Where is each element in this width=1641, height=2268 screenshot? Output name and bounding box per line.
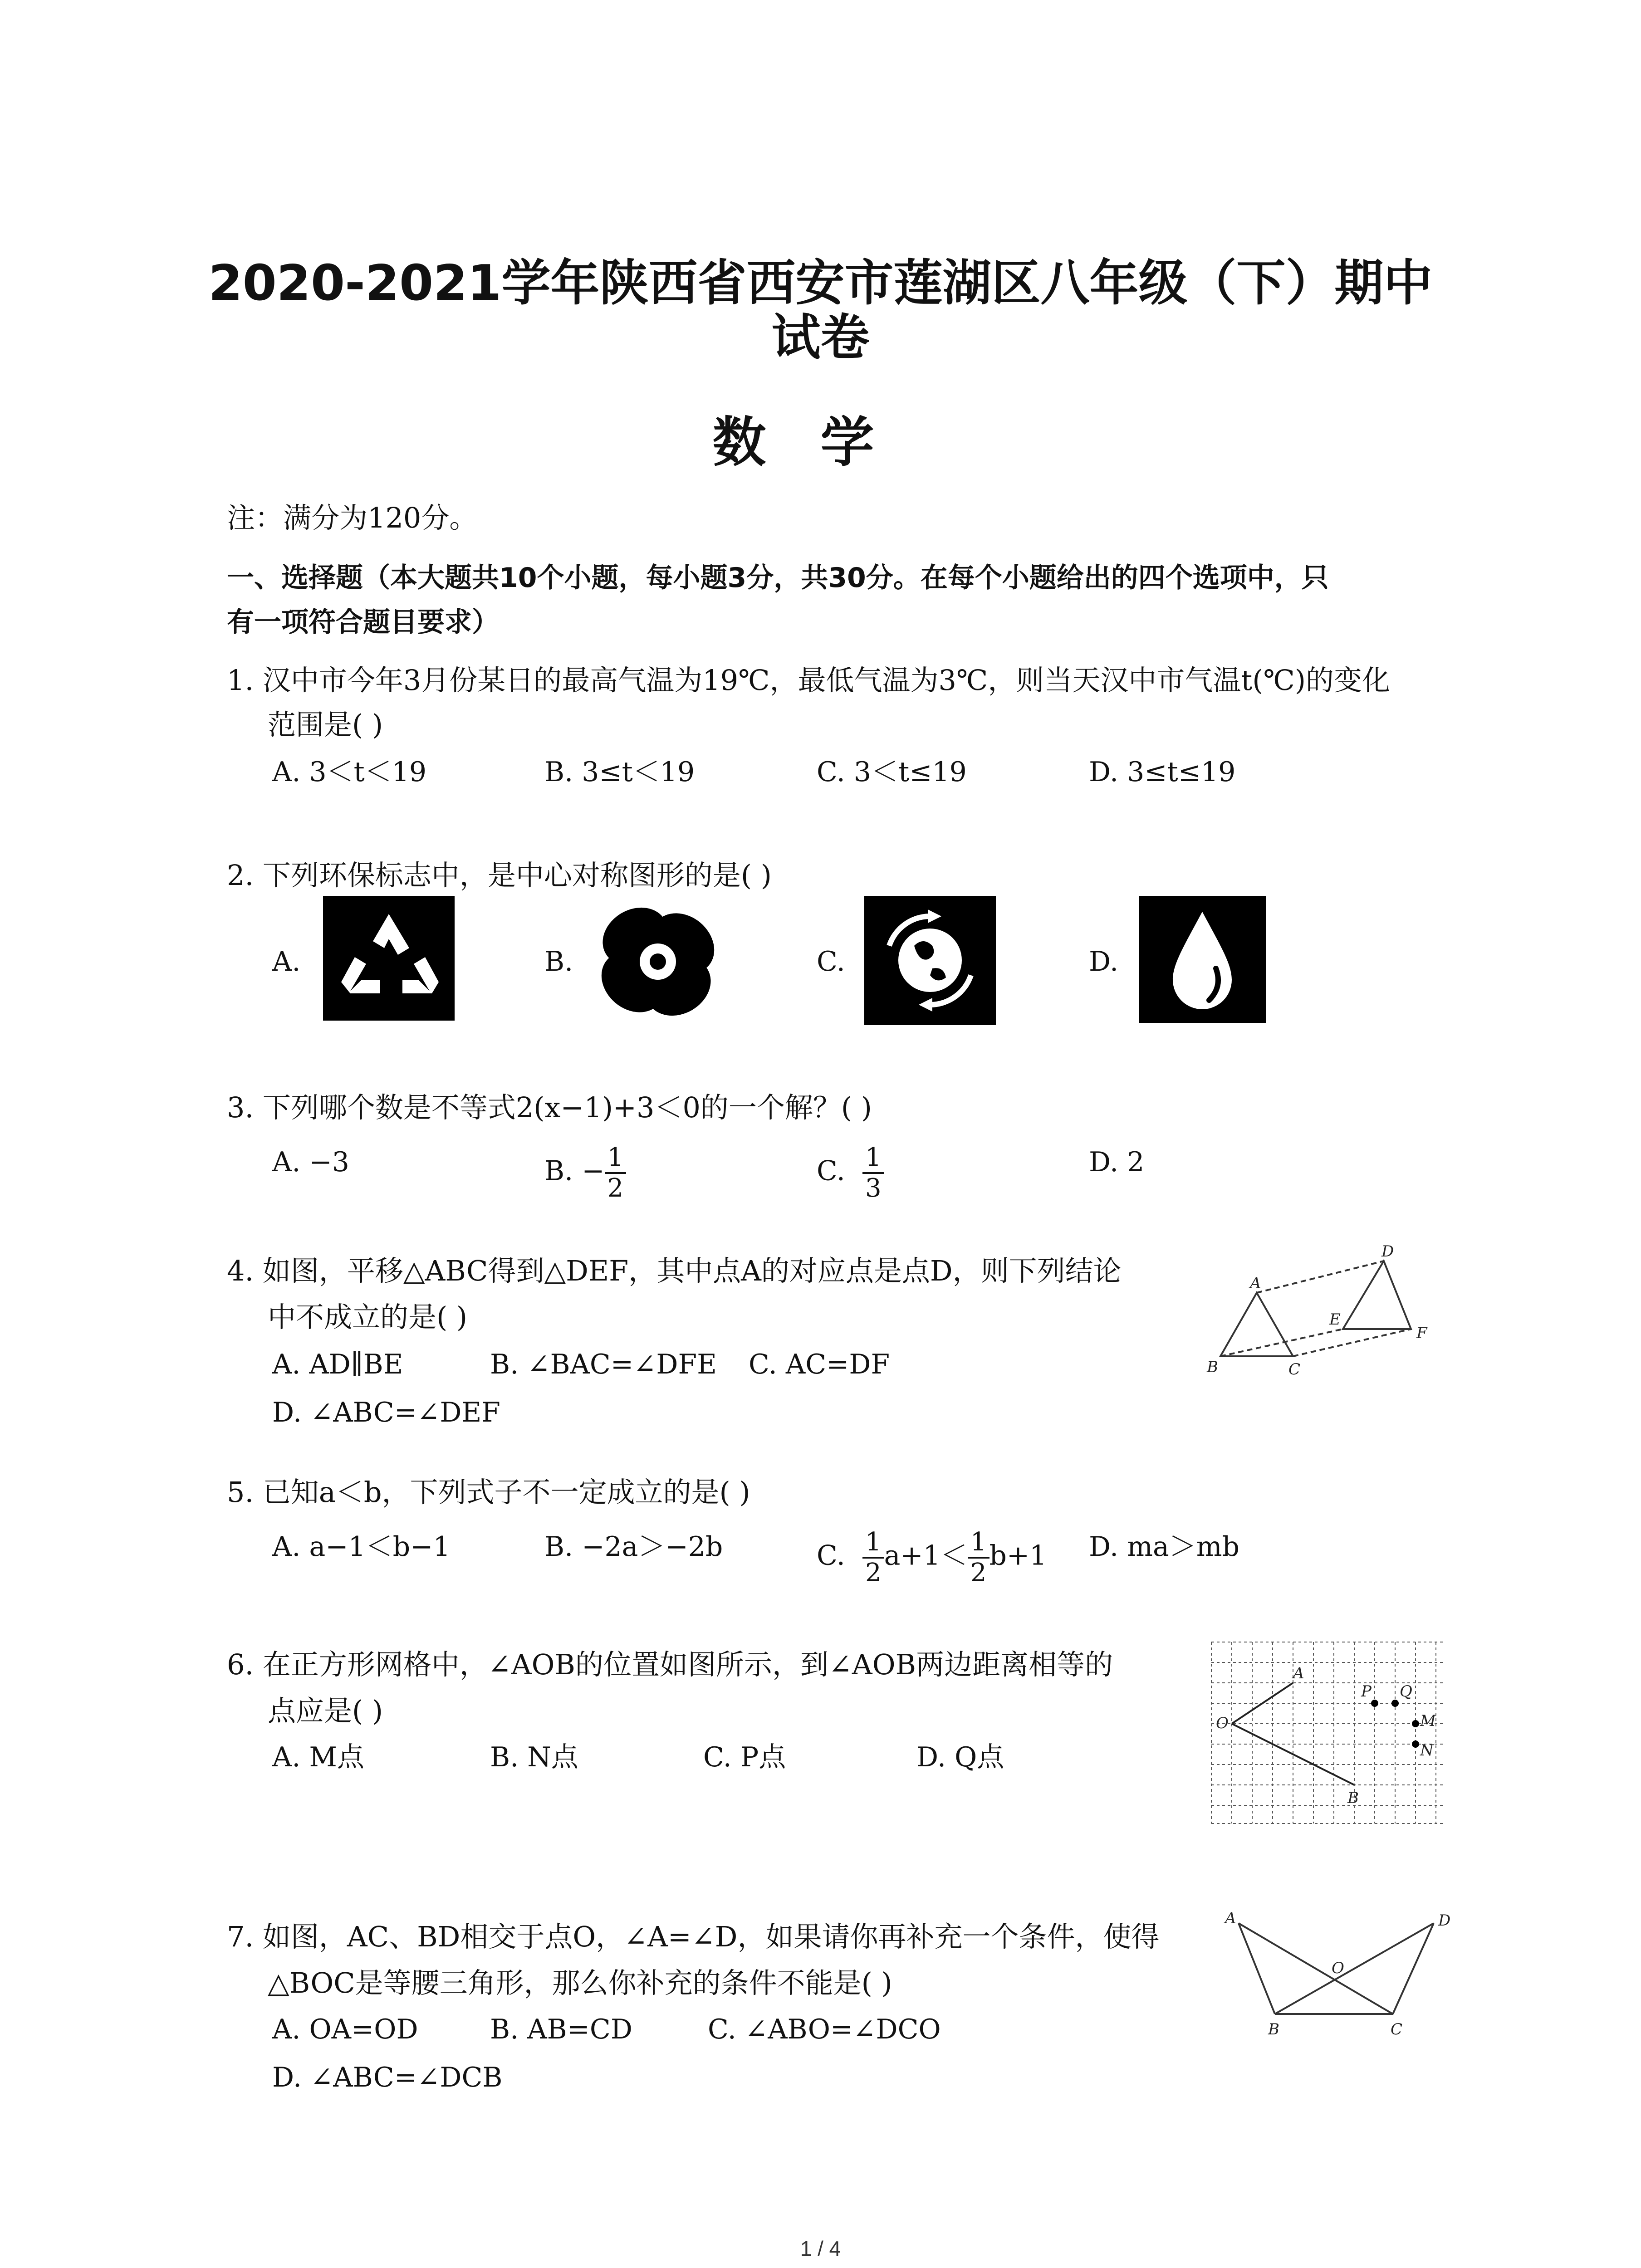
recycle-icon xyxy=(323,896,455,1021)
q4-label-b: B xyxy=(1207,1358,1218,1376)
section-heading-line1: 一、选择题（本大题共10个小题，每小题3分，共30分。在每个小题给出的四个选项中，只 xyxy=(227,562,1329,594)
q2-option-b: B. xyxy=(544,946,573,978)
q6-stem-line2: 点应是( ) xyxy=(268,1694,383,1727)
q4-label-f: F xyxy=(1416,1324,1427,1342)
q4-option-c: C. AC=DF xyxy=(749,1349,890,1380)
q5-option-c-prefix: C. xyxy=(817,1540,845,1572)
q1-option-d: D. 3≤t≤19 xyxy=(1089,756,1236,788)
q6-label-p: P xyxy=(1361,1682,1372,1701)
earth-cycle-icon xyxy=(864,896,996,1025)
q1-stem-line1: 1. 汉中市今年3月份某日的最高气温为19℃，最低气温为3℃，则当天汉中市气温t(℃)的变化 xyxy=(227,664,1391,697)
q6-option-b: B. N点 xyxy=(490,1741,578,1773)
q3-option-c-prefix: C. xyxy=(817,1155,845,1187)
q7-option-b: B. AB=CD xyxy=(490,2014,632,2045)
q4-stem-line2: 中不成立的是( ) xyxy=(268,1300,468,1334)
q3-option-c-denominator: 3 xyxy=(865,1173,882,1203)
q3-option-b-prefix: B. − xyxy=(544,1155,605,1187)
q3-option-b-fraction xyxy=(605,1143,627,1203)
q3-option-b-numerator: 1 xyxy=(605,1143,627,1174)
q5-option-d: D. ma＞mb xyxy=(1089,1531,1240,1563)
q2-stem: 2. 下列环保标志中，是中心对称图形的是( ) xyxy=(227,859,772,892)
q6-label-m: M xyxy=(1420,1712,1436,1730)
q4-label-e: E xyxy=(1329,1310,1341,1329)
q6-label-o: O xyxy=(1216,1714,1229,1732)
q7-option-a: A. OA=OD xyxy=(272,2014,418,2045)
q4-label-c: C xyxy=(1288,1360,1301,1378)
q7-option-d: D. ∠ABC=∠DCB xyxy=(272,2062,503,2093)
q7-stem-line1: 7. 如图，AC、BD相交于点O，∠A=∠D，如果请你再补充一个条件，使得 xyxy=(227,1920,1160,1953)
q4-option-b: B. ∠BAC=∠DFE xyxy=(490,1349,717,1380)
q1-option-c: C. 3＜t≤19 xyxy=(817,756,967,788)
q6-option-d: D. Q点 xyxy=(916,1741,1004,1773)
page-number: 1 / 4 xyxy=(800,2237,841,2260)
exam-title-line2: 试卷 xyxy=(771,309,870,366)
q7-label-c: C xyxy=(1391,2020,1403,2038)
water-drop-icon xyxy=(1139,896,1266,1023)
q3-option-b xyxy=(544,1143,626,1203)
q5-option-c-denominator2: 2 xyxy=(970,1558,987,1588)
q5-option-c-fraction2 xyxy=(968,1528,989,1588)
q5-option-c-middle: a+1＜ xyxy=(884,1540,968,1572)
q6-option-c: C. P点 xyxy=(703,1741,786,1773)
q1-option-b: B. 3≤t＜19 xyxy=(544,756,695,788)
exam-title-line1: 2020-2021学年陕西省西安市莲湖区八年级（下）期中 xyxy=(208,255,1433,312)
q3-option-c-fraction xyxy=(862,1143,884,1203)
q5-option-c-denominator1: 2 xyxy=(865,1558,882,1588)
q6-label-b: B xyxy=(1347,1789,1359,1807)
flower-logo-icon xyxy=(592,900,724,1023)
q7-option-c: C. ∠ABO=∠DCO xyxy=(708,2014,941,2045)
q3-option-c xyxy=(817,1143,884,1203)
q7-label-o: O xyxy=(1332,1959,1344,1977)
q1-stem-line2: 范围是( ) xyxy=(268,708,383,741)
q7-stem-line2: △BOC是等腰三角形，那么你补充的条件不能是( ) xyxy=(268,1966,892,1999)
q5-option-c-fraction1 xyxy=(862,1528,884,1588)
q6-label-q: Q xyxy=(1400,1682,1412,1701)
section-heading-line2: 有一项符合题目要求） xyxy=(227,606,499,638)
q5-option-c-numerator1: 1 xyxy=(862,1528,884,1559)
q4-label-a: A xyxy=(1250,1274,1261,1292)
q5-option-c xyxy=(817,1528,1047,1588)
q5-option-a: A. a−1＜b−1 xyxy=(272,1531,451,1563)
q7-figure xyxy=(1220,1905,1456,2041)
q5-option-b: B. −2a＞−2b xyxy=(544,1531,723,1563)
q2-option-d: D. xyxy=(1089,946,1119,978)
q3-stem: 3. 下列哪个数是不等式2(x−1)+3＜0的一个解？( ) xyxy=(227,1091,872,1124)
q3-option-c-numerator: 1 xyxy=(862,1143,884,1174)
q6-grid-figure xyxy=(1207,1637,1447,1828)
q6-option-a: A. M点 xyxy=(272,1741,364,1773)
q7-label-a: A xyxy=(1225,1909,1236,1927)
q5-option-c-tail: b+1 xyxy=(989,1540,1047,1572)
q3-option-d: D. 2 xyxy=(1089,1146,1145,1178)
q5-option-c-numerator2: 1 xyxy=(968,1528,989,1559)
q7-label-b: B xyxy=(1268,2020,1279,2038)
q3-option-a: A. −3 xyxy=(272,1146,349,1178)
q7-label-d: D xyxy=(1438,1911,1451,1930)
q4-option-d: D. ∠ABC=∠DEF xyxy=(272,1397,500,1428)
q5-stem: 5. 已知a＜b，下列式子不一定成立的是( ) xyxy=(227,1476,750,1509)
subject-title: 数学 xyxy=(712,411,929,474)
q6-stem-line1: 6. 在正方形网格中，∠AOB的位置如图所示，到∠AOB两边距离相等的 xyxy=(227,1648,1113,1681)
q1-option-a: A. 3＜t＜19 xyxy=(272,756,427,788)
q2-option-c: C. xyxy=(817,946,845,978)
score-note: 注：满分为120分。 xyxy=(227,501,478,534)
q2-option-a: A. xyxy=(272,946,301,978)
q4-translation-figure xyxy=(1202,1243,1456,1393)
q6-label-a: A xyxy=(1293,1664,1304,1682)
q3-option-b-denominator: 2 xyxy=(607,1173,624,1203)
q4-option-a: A. AD∥BE xyxy=(272,1349,403,1380)
q4-label-d: D xyxy=(1381,1243,1394,1261)
q4-stem-line1: 4. 如图，平移△ABC得到△DEF，其中点A的对应点是点D，则下列结论 xyxy=(227,1254,1122,1287)
q6-label-n: N xyxy=(1420,1741,1434,1760)
